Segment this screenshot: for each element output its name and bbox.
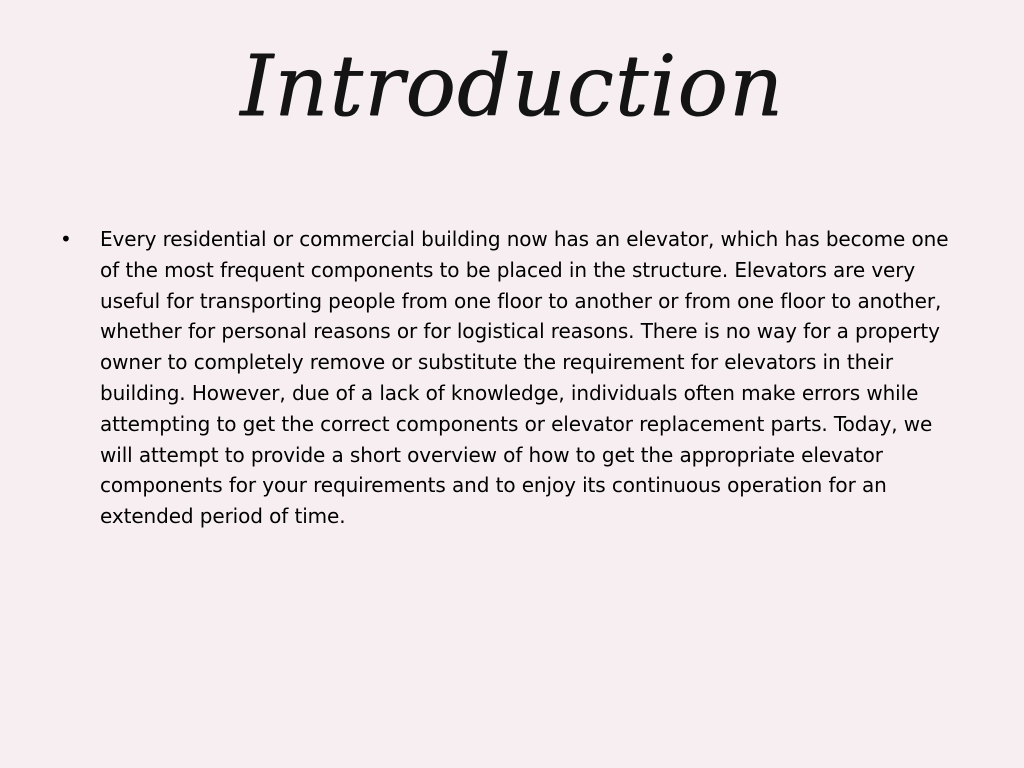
bullet-icon: • bbox=[60, 227, 72, 251]
bullet-list bbox=[60, 224, 970, 532]
bullet-text: Every residential or commercial building now has an elevator, which has become one of the most frequent components to be placed in the structure. Elevators are very useful for transporting people from one floor to another or from one floor to another, whether for personal reasons or for logistical reasons. There is no way for a property owner to completely remove or substitute the requirement for elevators in their building. However, due of a lack of knowledge, individuals often make errors while attempting to get the correct components or elevator replacement parts. Today, we will attempt to provide a short overview of how to get the appropriate elevator components for your requirements and to enjoy its continuous operation for an extended period of time. bbox=[100, 227, 949, 529]
slide-title: Introduction bbox=[240, 37, 784, 135]
slide-content bbox=[60, 224, 970, 532]
bullet-item bbox=[60, 224, 970, 532]
